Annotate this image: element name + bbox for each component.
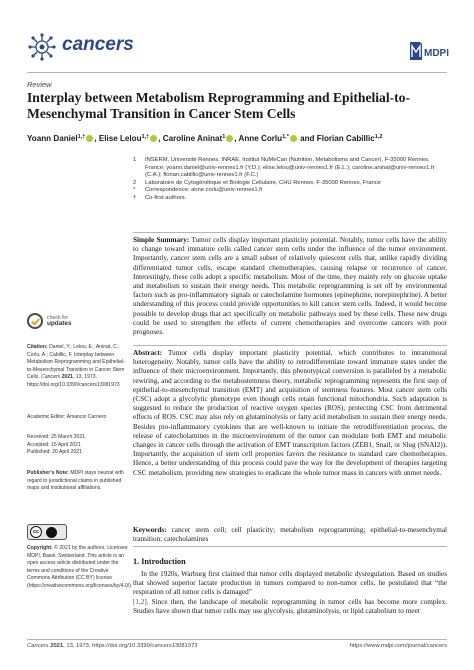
footer-year: 2021	[50, 643, 64, 649]
author-affiliation-mark: 1	[222, 134, 226, 140]
co-first-note	[133, 195, 447, 203]
footer-citation	[27, 643, 198, 649]
author-separator: ,	[94, 134, 99, 143]
author-name[interactable]: Anne Corlu	[238, 134, 283, 143]
summary-bottom-rule	[133, 345, 447, 346]
abstract-text: Tumor cells display important plasticity potential, which contributes to intratumoral heterogeneity. Notably, tumor cells have the ability to retrodifferentiate toward immature states under the influence of their microenvironment. Importantly, this phenotypical conversion is paralleled by a metabolic rewiring, and according to the metabostemness theory, metabolic reprogramming represents the first step of epithelial-to-mesenchymal transition (EMT) and acquisition of stemness features. Most cancer stem cells (CSC) adopt a glycolytic phenotype even though cells retain functional mitochondria. Such adaptation is suggested to reduce the production of reactive oxygen species (ROS), protecting CSC from detrimental effects of ROS. CSC may also rely on glutaminolysis or fatty acid metabolism to sustain their energy needs. Besides pro-inflammatory cytokines that are well-known to initiate the retrodifferentiation process, the release of catecholamines in the microenvironment of the tumor can modulate both EMT and metabolic changes in cancer cells through the activation of EMT transcription factors (ZEB1, Snail, or Slug (SNAI2)). Importantly, the acquisition of stem cell properties favors the resistance to standard care chemotherapies. Hence, a better understanding of this process could pave the way for the development of therapies targeting CSC metabolism, providing new strategies to eradicate the whole tumor mass in cancers with unmet needs.	[133, 349, 447, 477]
check-updates-line2: updates	[47, 320, 72, 328]
simple-summary-text: Tumor cells display important plasticity potential. Notably, tumor cells have the ability to change toward immature cells called cancer stem cells under the influence of the tumor environment. Importantly, cancer stem cells are a small subset of relatively quiescent cells that, unlike rapidly dividing differentiated tumor cells, escape standard chemotherapies, causing relapse or recurrence of cancer. Interestingly, these cells adopt a specific metabolism. Most of the time, they mainly rely on glucose uptake and metabolism to sustain their energy needs. This metabolic reprogramming is set off by environmental factors such as pro-inflammatory signals or catecholamine hormones (epinephrine, norepinephrine). A better understanding of this process could provide opportunities to kill cancer stem cells. Indeed, it would become possible to develop drugs that act specifically on metabolic pathways used by these cells. These new drugs could be used to strengthen the effects of current chemotherapies and overcome cancers with poor prognoses.	[133, 236, 448, 337]
journal-name: cancers	[62, 34, 134, 55]
check-updates-text	[47, 315, 72, 327]
check-for-updates-badge[interactable]	[27, 313, 77, 339]
author-affiliation-mark: 1,2	[374, 134, 383, 140]
affiliations	[133, 157, 447, 203]
keywords-text: cancer stem cell; cell plasticity; metabolism reprogramming; epithelial-to-mesenchymal transition; catecholamines	[133, 526, 448, 544]
citation-text: Daniel, Y.; Lelou, E.; Aninat, C.; Corlu, A.; Cabillic, F. Interplay between Metabolism Reprogramming and Epithelial-to-Mesenchymal Transition in Cancer Stem Cells.	[27, 344, 125, 381]
affiliation-text: INSERM, Université Rennes, INRAE, Institut NuMeCan (Nutrition, Metabolisms and Cancer), F-35000 Rennes, France; yoann.daniel@univ-rennes1.fr (Y.D.); elise.lelou@univ-rennes1.fr (E.L.); caroline.aninat@univ-rennes1.fr (C.A.); florian.cabillic@univ-rennes1.fr (F.C.)	[145, 157, 435, 179]
orcid-icon[interactable]	[150, 135, 157, 142]
affiliation-text: Laboratoire de Cytogénétique et Biologie Cellulaire, CHU Rennes, F-35000 Rennes, France	[145, 179, 381, 186]
correspondence-text[interactable]: Correspondence: anne.corlu@univ-rennes1.fr	[145, 187, 263, 194]
author-name[interactable]: Florian Cabillic	[316, 134, 375, 143]
article-type: Review	[27, 80, 52, 89]
affiliation-mark: 1	[133, 157, 137, 163]
citation-year: 2021	[61, 374, 73, 381]
intro-text-continued: . Since then, the landscape of metabolic reprogramming in tumor cells has become more complex. Studies have shown that tumor cells may use glycolysis, glutaminolysis, or lipid catabolism to meet	[133, 597, 447, 615]
header-divider	[27, 72, 447, 73]
orcid-icon[interactable]	[86, 135, 93, 142]
copyright-text: © 2021 by the authors. Licensee MDPI, Basel, Switzerland. This article is an open access article distributed under the terms and conditions of the Creative Commons Attribution (CC BY) license (https://creativecommons.org/licenses/by/4.0/).	[27, 545, 133, 589]
affiliation-mark: *	[133, 187, 136, 194]
keywords	[133, 526, 447, 544]
intro-text: In the 1920s, Warburg first claimed that tumor cells displayed metabolic dysregulation. Based on studies that showed superior lactate production in tumors compared to non-tumor cells, he postulated that “the respiration of all tumor cells is damaged”	[133, 570, 447, 597]
dates-block	[27, 434, 129, 457]
author-separator: ,	[234, 134, 239, 143]
accepted-date: Accepted: 15 April 2021	[27, 441, 81, 448]
section-heading: 1. Introduction	[133, 557, 186, 566]
copyright-label: Copyright:	[27, 545, 53, 551]
affiliation-item	[133, 180, 447, 188]
author-separator: and	[297, 134, 317, 143]
affiliation-mark: †	[133, 194, 137, 201]
orcid-icon[interactable]	[290, 135, 297, 142]
copyright-block	[27, 545, 133, 591]
check-updates-icon	[27, 313, 43, 329]
publisher-name: MDPI	[424, 48, 449, 59]
journal-logo	[27, 33, 57, 61]
keywords-bottom-rule	[133, 546, 447, 547]
author-name[interactable]: Yoann Daniel	[27, 134, 78, 143]
footer-doi[interactable]: , 13, 1973. https://doi.org/10.3390/cancers13081973	[63, 643, 198, 649]
cc-label: cc	[32, 529, 40, 535]
author-list	[27, 134, 447, 143]
orcid-icon[interactable]	[226, 135, 233, 142]
published-date: Published: 20 April 2021	[27, 449, 82, 456]
publisher-note	[27, 470, 129, 493]
author-affiliation-mark: 1,†	[141, 134, 150, 140]
author-separator: ,	[158, 134, 163, 143]
publisher-note-label: Publisher’s Note:	[27, 470, 69, 476]
affiliation-mark: 2	[133, 179, 137, 186]
summary-top-rule	[133, 232, 447, 233]
author-affiliation-mark: 1,*	[282, 134, 289, 140]
cancers-logo-icon	[27, 33, 57, 61]
author-name[interactable]: Elise Lelou	[98, 134, 142, 143]
abstract	[133, 349, 447, 478]
mdpi-logo-icon	[408, 40, 449, 62]
affiliation-item	[133, 157, 447, 180]
author-affiliation-mark: 1,†	[77, 134, 86, 140]
mdpi-logo[interactable]	[408, 40, 449, 62]
footer-journal-url[interactable]: https://www.mdpi.com/journal/cancers	[349, 643, 447, 649]
attribution-icon	[46, 527, 57, 538]
correspondence	[133, 187, 447, 195]
citation-journal: Cancers	[41, 374, 61, 381]
co-first-text: Co-first authors.	[145, 194, 187, 201]
introduction-paragraph	[133, 570, 447, 616]
citation-block	[27, 344, 129, 390]
citation-label: Citation:	[27, 344, 48, 350]
article-title: Interplay between Metabolism Reprogramming and Epithelial-to-Mesenchymal Transition in Cancer Stem Cells	[27, 90, 410, 121]
simple-summary-label: Simple Summary:	[133, 236, 190, 244]
abstract-label: Abstract:	[133, 349, 163, 357]
academic-editor: Academic Editor: Amancio Carnero	[27, 414, 107, 420]
citation-doi[interactable]: , 13, 1973. https://doi.org/10.3390/cancers13081973	[27, 374, 120, 388]
footer-divider	[27, 639, 447, 640]
simple-summary	[133, 236, 447, 337]
received-date: Received: 25 March 2021	[27, 434, 86, 440]
reference-link[interactable]: [1,2]	[133, 597, 147, 606]
check-updates-line1: check for	[47, 315, 69, 321]
publisher-note-text: MDPI stays neutral with regard to jurisdictional claims in published maps and institutional affiliations.	[27, 470, 124, 492]
keywords-label: Keywords:	[133, 526, 167, 534]
creative-commons-icon	[30, 526, 42, 538]
author-name[interactable]: Caroline Aninat	[162, 134, 223, 143]
cc-by-license-badge[interactable]	[27, 524, 67, 540]
footer-journal: Cancers	[27, 643, 49, 649]
